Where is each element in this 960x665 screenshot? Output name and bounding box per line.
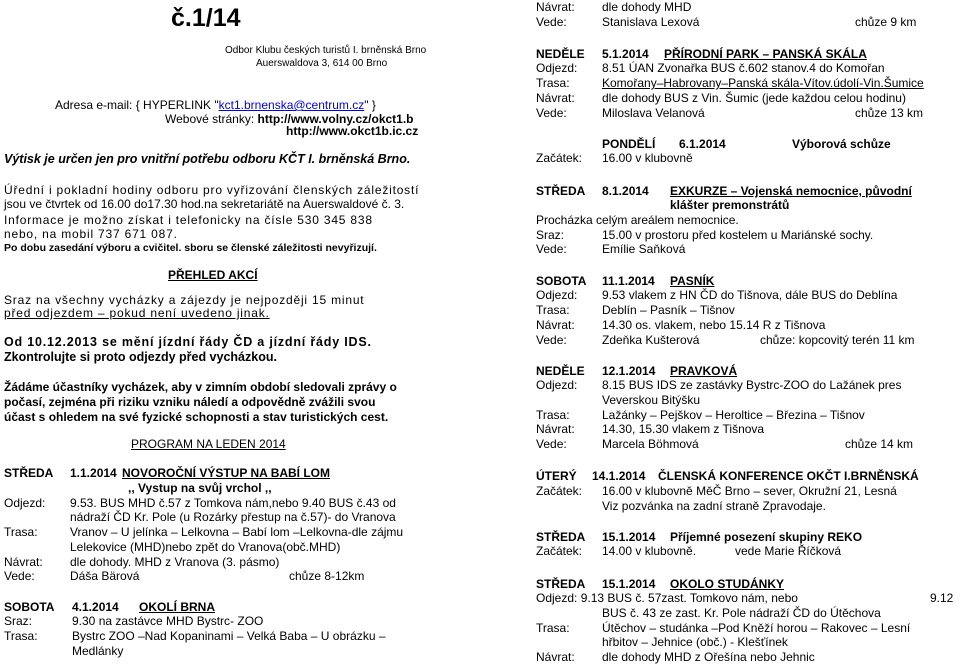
event-return: 14.30, 15.30 vlakem z Tišnova — [602, 422, 765, 436]
event-day: SOBOTA — [4, 600, 55, 614]
label-departure: Odjezd: — [4, 496, 46, 510]
event-date: 5.1.2014 — [602, 47, 649, 61]
event-day: ÚTERÝ — [536, 469, 577, 483]
label-route: Trasa: — [4, 629, 38, 643]
label-start: Začátek: — [536, 151, 583, 165]
winter-notice-line1: Žádáme účastníky vycházek, aby v zimním období sledovali zprávy o — [4, 380, 397, 394]
event-route-cont: Lelekovice (MHD)nebo zpět do Vranova(obč.MHD) — [70, 540, 341, 554]
event-route: Bystrc ZOO –Nad Kopaninami – Velká Baba – U obrázku – — [72, 629, 386, 643]
event-day: STŘEDA — [536, 184, 586, 198]
event-start: 16.00 v klubovně — [602, 151, 693, 165]
label-meeting: Sraz: — [4, 614, 33, 628]
event-title-cont: klášter premonstrátů — [670, 198, 790, 212]
event-route-cont: Medlánky — [72, 644, 124, 658]
label-meeting: Sraz: — [536, 228, 565, 242]
event-return: dle dohody MHD z Ořešína nebo Jehnic — [602, 650, 815, 664]
winter-notice-line3: účast s ohledem na své fyzické schopnosti a stav turistických cest. — [4, 410, 389, 424]
event-route: Deblín – Pasník – Tišnov — [602, 303, 735, 317]
event-return: dle dohody MHD — [602, 0, 692, 14]
event-title: Výborová schůze — [792, 137, 891, 151]
event-day: STŘEDA — [536, 577, 586, 591]
club-address: Auerswaldova 3, 614 00 Brno — [256, 58, 388, 69]
meeting-rule-line2: před odjezdem – pokud není uvedeno jinak. — [4, 306, 270, 320]
event-departure: Odjezd: 9.13 BUS č. 57zast. Tomkovo nám, nebo — [536, 591, 798, 605]
event-date: 15.1.2014 — [602, 530, 656, 544]
event-return: dle dohody. MHD z Vranova (3. pásmo) — [70, 555, 280, 569]
event-departure-cont: Veverskou Bitýšku — [602, 393, 701, 407]
event-title: PRAVKOVÁ — [670, 364, 738, 378]
event-departure-time: 9.12 — [930, 591, 954, 605]
label-return: Návrat: — [536, 0, 575, 14]
event-departure: 8.51 ÚAN Zvonařka BUS č.602 stanov.4 do Komořan — [602, 61, 885, 75]
event-date: 4.1.2014 — [72, 600, 119, 614]
event-walk: chůze 14 km — [845, 437, 914, 451]
label-departure: Odjezd: — [536, 378, 578, 392]
label-leader: Vede: — [536, 106, 567, 120]
event-description: Procházka celým areálem nemocnice. — [536, 213, 739, 227]
event-departure: 9.53 vlakem z HN ČD do Tišnova, dále BUS do Deblína — [602, 288, 898, 302]
event-day: NEDĚLE — [536, 364, 585, 378]
event-day: PONDĚLÍ — [602, 137, 656, 151]
event-date: 15.1.2014 — [602, 577, 656, 591]
event-walk: chůze: kopcovitý terén 11 km — [760, 333, 915, 347]
event-date: 6.1.2014 — [679, 137, 726, 151]
event-date: 8.1.2014 — [602, 184, 649, 198]
label-leader: Vede: — [4, 569, 35, 583]
event-leader: Emílie Saňková — [602, 242, 686, 256]
label-start: Začátek: — [536, 484, 583, 498]
event-departure: 8.15 BUS IDS ze zastávky Bystrc-ZOO do Lažánek pres — [602, 378, 902, 392]
event-route: Lažánky – Pejškov – Heroltice – Březina – Tišnov — [602, 408, 865, 422]
event-leader: Marcela Böhmová — [602, 437, 699, 451]
event-leader: vede Marie Říčková — [735, 544, 842, 558]
label-route: Trasa: — [536, 621, 570, 635]
club-name: Odbor Klubu českých turistů I. brněnská Brno — [225, 45, 427, 56]
label-route: Trasa: — [536, 408, 570, 422]
event-day: NEDĚLE — [536, 47, 585, 61]
event-route: Útěchov – studánka –Pod Kněží horou – Rakovec – Lesní — [602, 621, 911, 635]
office-hours-note: Po dobu zasedání výboru a cvičitel. sboru se členské záležitosti nevyřizují. — [4, 242, 377, 254]
event-title: OKOLO STUDÁNKY — [670, 577, 784, 591]
event-return: dle dohody BUS z Vin. Šumic (jede každou celou hodinu) — [602, 91, 906, 105]
event-leader: Dáša Bärová — [70, 569, 140, 583]
event-departure-cont: nádraží ČD Kr. Pole (u Rozárky přestup na č.57)- do Vranova — [70, 510, 396, 524]
label-departure: Odjezd: — [536, 288, 578, 302]
event-return: 14.30 os. vlakem, nebo 15.14 R z Tišnova — [602, 318, 826, 332]
email-link[interactable]: kct1.brnenska@centrum.cz — [218, 98, 365, 112]
office-hours-line4: nebo, na mobil 737 671 087. — [4, 227, 178, 241]
event-meeting: 15.00 v prostoru před kostelem u Mariánské sochy. — [602, 228, 874, 242]
label-route: Trasa: — [4, 525, 38, 539]
label-departure: Odjezd: — [536, 61, 578, 75]
label-return: Návrat: — [4, 555, 43, 569]
label-leader: Vede: — [536, 333, 567, 347]
event-start: 14.00 v klubovně. — [602, 544, 697, 558]
event-day: STŘEDA — [536, 530, 586, 544]
label-return: Návrat: — [536, 650, 575, 664]
event-title: Příjemné posezení skupiny REKO — [670, 530, 863, 544]
event-departure-cont: BUS č. 43 ze zast. Kr. Pole nádraží ČD do Útěchova — [602, 606, 881, 620]
event-leader: Zdeňka Kušterová — [602, 333, 700, 347]
program-heading: PROGRAM NA LEDEN 2014 — [131, 437, 286, 451]
event-title: NOVOROČNÍ VÝSTUP NA BABÍ LOM — [122, 466, 331, 480]
event-title: OKOLÍ BRNA — [139, 600, 215, 614]
label-return: Návrat: — [536, 91, 575, 105]
office-hours-line1: Úřední i pokladní hodiny odboru pro vyřizování členských záležitostí — [4, 183, 420, 197]
event-date: 11.1.2014 — [602, 274, 655, 288]
event-route: Vranov – U jelínka – Lelkovna – Babí lom –Lelkovna-dle zájmu — [70, 525, 404, 539]
event-leader: Miloslava Velanová — [602, 106, 705, 120]
event-date: 1.1.2014 — [70, 466, 117, 480]
issue-number: č.1/14 — [171, 4, 241, 32]
label-return: Návrat: — [536, 422, 575, 436]
event-title: PŘÍRODNÍ PARK – PANSKÁ SKÁLA — [664, 47, 867, 61]
office-hours-line2: jsou ve čtvrtek od 16.00 do17.30 hod.na sekretariátě na Auerswaldové č. 3. — [4, 197, 405, 211]
label-leader: Vede: — [536, 242, 567, 256]
event-departure: 9.53. BUS MHD č.57 z Tomkova nám,nebo 9.40 BUS č.43 od — [70, 496, 396, 510]
event-title: ČLENSKÁ KONFERENCE OKČT I.BRNĚNSKÁ — [658, 469, 919, 483]
event-day: STŘEDA — [4, 466, 54, 480]
event-route-cont: hřbitov – Jehnice (obč.) - Klešťínek — [602, 635, 788, 649]
office-hours-line3: Informace je možno získat i telefonicky na čísle 530 345 838 — [4, 213, 373, 227]
event-subtitle: ,, Vystup na svůj vrchol ,, — [128, 481, 272, 495]
event-date: 14.1.2014 — [592, 469, 646, 483]
label-leader: Vede: — [536, 15, 567, 29]
label-start: Začátek: — [536, 544, 583, 558]
event-date: 12.1.2014 — [602, 364, 656, 378]
event-leader: Stanislava Lexová — [602, 15, 700, 29]
web-link-1[interactable]: http://www.volny.cz/okct1.b — [257, 112, 414, 126]
event-walk: chůze 13 km — [855, 106, 924, 120]
web-line: Webové stránky: http://www.volny.cz/okct1.b — [165, 112, 414, 126]
winter-notice-line2: počasí, zejména při riziku vzniku náledí a odpovědně zvážili svou — [4, 395, 376, 409]
event-start: 16.00 v klubovně MěČ Brno – sever, Okružní 21, Lesná — [602, 484, 897, 498]
event-title: PASNÍK — [670, 274, 715, 288]
label-leader: Vede: — [536, 437, 567, 451]
event-meeting: 9.30 na zastávce MHD Bystrc- ZOO — [72, 614, 264, 628]
timetable-check: Zkontrolujte si proto odjezdy před vycházkou. — [4, 350, 277, 364]
meeting-rule-line1: Sraz na všechny vycházky a zájezdy je nejpozději 15 minut — [4, 293, 365, 307]
event-title: EXKURZE – Vojenská nemocnice, původní — [670, 184, 912, 198]
label-route: Trasa: — [536, 303, 570, 317]
label-route: Trasa: — [536, 76, 570, 90]
email-line: Adresa e-mail: { HYPERLINK "kct1.brnenska@centrum.cz" } — [55, 98, 376, 112]
event-walk: chůze 8-12km — [289, 569, 365, 583]
event-day: SOBOTA — [536, 274, 587, 288]
event-invitation: Viz pozvánka na zadní straně Zpravodaje. — [602, 499, 826, 513]
label-return: Návrat: — [536, 318, 575, 332]
event-walk: chůze 9 km — [855, 15, 917, 29]
overview-heading: PŘEHLED AKCÍ — [168, 268, 258, 282]
web-link-2[interactable]: http://www.okct1b.ic.cz — [286, 124, 419, 138]
timetable-change: Od 10.12.2013 se mění jízdní řády ČD a jízdní řády IDS. — [4, 335, 372, 349]
excerpt-note: Výtisk je určen jen pro vnitřní potřebu odboru KČT I. brněnská Brno. — [4, 152, 411, 166]
event-route: Komořany–Habrovany–Panská skála-Vítov.údolí-Vin.Šumice — [602, 76, 924, 90]
